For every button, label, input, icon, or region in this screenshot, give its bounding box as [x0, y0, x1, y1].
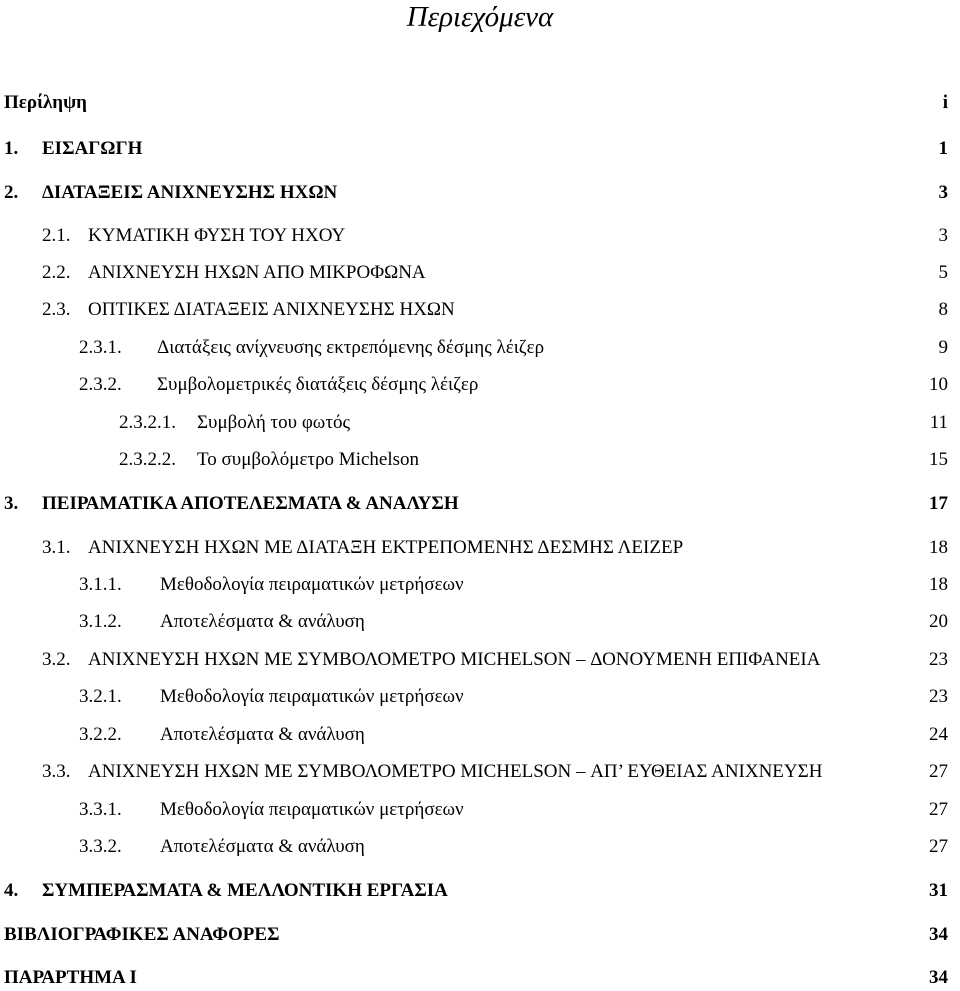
toc-entry-number: 2.: [4, 182, 19, 203]
toc-entry-title: Συμβολομετρικές διατάξεις δέσμης λέιζερ: [157, 374, 479, 395]
toc-entry-title: Μεθοδολογία πειραματικών μετρήσεων: [160, 799, 464, 820]
toc-entry-number: 2.3.2.2.: [119, 449, 176, 470]
toc-entry-number: 3.1.: [42, 537, 71, 558]
toc-entry-number: 2.3.2.1.: [119, 412, 176, 433]
toc-entry[interactable]: [0, 180, 960, 206]
toc-entry-title: Αποτελέσματα & ανάλυση: [160, 724, 365, 745]
toc-entry[interactable]: [0, 797, 960, 823]
toc-entry-page-number: 11: [929, 412, 948, 433]
toc-entry-page-number: 1: [938, 138, 948, 159]
toc-entry-title: ΚΥΜΑΤΙΚΗ ΦΥΣΗ ΤΟΥ ΗΧΟΥ: [88, 225, 346, 246]
toc-entry-page-number: 31: [929, 880, 948, 901]
toc-entry-title: ΑΝΙΧΝΕΥΣΗ ΗΧΩΝ ΜΕ ΣΥΜΒΟΛΟΜΕΤΡΟ MICHELSON – ΑΠ’ ΕΥΘΕΙΑΣ ΑΝΙΧΝΕΥΣΗ: [88, 761, 823, 782]
toc-entry[interactable]: [0, 491, 960, 517]
toc-entry-page-number: 10: [929, 374, 948, 395]
toc-entry[interactable]: [0, 722, 960, 748]
toc-entry-page-number: 18: [929, 537, 948, 558]
toc-entry-number: 3.2.1.: [79, 686, 122, 707]
toc-entry-title: Συμβολή του φωτός: [197, 412, 350, 433]
toc-entry-number: 2.2.: [42, 262, 71, 283]
toc-entry-number: 2.1.: [42, 225, 71, 246]
toc-entry-page-number: 3: [938, 225, 948, 246]
toc-entry-number: 3.1.2.: [79, 611, 122, 632]
toc-entry-number: 4.: [4, 880, 19, 901]
toc-entry-page-number: 27: [929, 761, 948, 782]
toc-entry-number: 2.3.: [42, 299, 71, 320]
toc-entry-page-number: 24: [929, 724, 948, 745]
toc-entry-page-number: 27: [929, 799, 948, 820]
toc-entry-title: Μεθοδολογία πειραματικών μετρήσεων: [160, 686, 464, 707]
toc-entry[interactable]: [0, 647, 960, 673]
toc-entry-number: 3.: [4, 493, 19, 514]
toc-entry[interactable]: [0, 372, 960, 398]
toc-entry-number: 2.3.2.: [79, 374, 122, 395]
page-title: Περιεχόμενα: [406, 1, 554, 33]
toc-entry-number: 3.1.1.: [79, 574, 122, 595]
toc-entry-title: ΠΕΙΡΑΜΑΤΙΚΑ ΑΠΟΤΕΛΕΣΜΑΤΑ & ΑΝΑΛΥΣΗ: [42, 493, 459, 514]
toc-entry[interactable]: [0, 609, 960, 635]
toc-entry[interactable]: [0, 297, 960, 323]
toc-entry-title: ΒΙΒΛΙΟΓΡΑΦΙΚΕΣ ΑΝΑΦΟΡΕΣ: [4, 924, 280, 945]
toc-entry[interactable]: [0, 759, 960, 785]
toc-entry-page-number: 17: [929, 493, 948, 514]
toc-entry-number: 3.3.: [42, 761, 71, 782]
toc-entry-title: ΟΠΤΙΚΕΣ ΔΙΑΤΑΞΕΙΣ ΑΝΙΧΝΕΥΣΗΣ ΗΧΩΝ: [88, 299, 455, 320]
toc-entry-title: ΣΥΜΠΕΡΑΣΜΑΤΑ & ΜΕΛΛΟΝΤΙΚΗ ΕΡΓΑΣΙΑ: [42, 880, 448, 901]
toc-entry-number: 3.3.2.: [79, 836, 122, 857]
toc-entry[interactable]: [0, 965, 960, 991]
toc-entry[interactable]: [0, 90, 960, 116]
toc-entry-page-number: 15: [929, 449, 948, 470]
toc-entry[interactable]: [0, 410, 960, 436]
toc-entry-title: ΑΝΙΧΝΕΥΣΗ ΗΧΩΝ ΜΕ ΔΙΑΤΑΞΗ ΕΚΤΡΕΠΟΜΕΝΗΣ ΔΕΣΜΗΣ ΛΕΙΖΕΡ: [88, 537, 684, 558]
toc-entry-title: Αποτελέσματα & ανάλυση: [160, 611, 365, 632]
toc-entry[interactable]: [0, 136, 960, 162]
toc-entry-title: Μεθοδολογία πειραματικών μετρήσεων: [160, 574, 464, 595]
toc-entry-number: 1.: [4, 138, 19, 159]
toc-entry-page-number: 27: [929, 836, 948, 857]
toc-entry-number: 2.3.1.: [79, 337, 122, 358]
toc-entry-page-number: 34: [929, 967, 948, 988]
toc-entry-title: ΠΑΡΑΡΤΗΜΑ Ι: [4, 967, 137, 988]
toc-entry-page-number: 23: [929, 649, 948, 670]
toc-entry-page-number: 34: [929, 924, 948, 945]
toc-entry-title: Περίληψη: [4, 92, 87, 113]
toc-entry-page-number: 9: [938, 337, 948, 358]
toc-entry-title: Αποτελέσματα & ανάλυση: [160, 836, 365, 857]
toc-entry-number: 3.2.2.: [79, 724, 122, 745]
toc-entry-title: ΑΝΙΧΝΕΥΣΗ ΗΧΩΝ ΑΠΟ ΜΙΚΡΟΦΩΝΑ: [88, 262, 426, 283]
toc-entry-number: 3.3.1.: [79, 799, 122, 820]
toc-entry[interactable]: [0, 572, 960, 598]
toc-entry[interactable]: [0, 535, 960, 561]
toc-entry[interactable]: [0, 922, 960, 948]
toc-entry-page-number: 5: [938, 262, 948, 283]
toc-entry-page-number: i: [942, 92, 948, 113]
toc-entry-page-number: 18: [929, 574, 948, 595]
toc-entry[interactable]: [0, 878, 960, 904]
toc-entry[interactable]: [0, 684, 960, 710]
toc-entry-page-number: 23: [929, 686, 948, 707]
toc-entry-page-number: 8: [938, 299, 948, 320]
toc-entry[interactable]: [0, 834, 960, 860]
toc-entry[interactable]: [0, 260, 960, 286]
toc-entry-number: 3.2.: [42, 649, 71, 670]
toc-entry-title: Το συμβολόμετρο Michelson: [197, 449, 420, 470]
toc-entry-title: Διατάξεις ανίχνευσης εκτρεπόμενης δέσμης λέιζερ: [157, 337, 545, 358]
toc-entry-title: ΑΝΙΧΝΕΥΣΗ ΗΧΩΝ ΜΕ ΣΥΜΒΟΛΟΜΕΤΡΟ MICHELSON – ΔΟΝΟΥΜΕΝΗ ΕΠΙΦΑΝΕΙΑ: [88, 649, 821, 670]
toc-entry[interactable]: [0, 223, 960, 249]
toc-entry-title: ΕΙΣΑΓΩΓΗ: [42, 138, 143, 159]
toc-entry-page-number: 20: [929, 611, 948, 632]
toc-entry[interactable]: [0, 335, 960, 361]
toc-entry-page-number: 3: [938, 182, 948, 203]
toc-entry[interactable]: [0, 447, 960, 473]
toc-entry-title: ΔΙΑΤΑΞΕΙΣ ΑΝΙΧΝΕΥΣΗΣ ΗΧΩΝ: [42, 182, 338, 203]
